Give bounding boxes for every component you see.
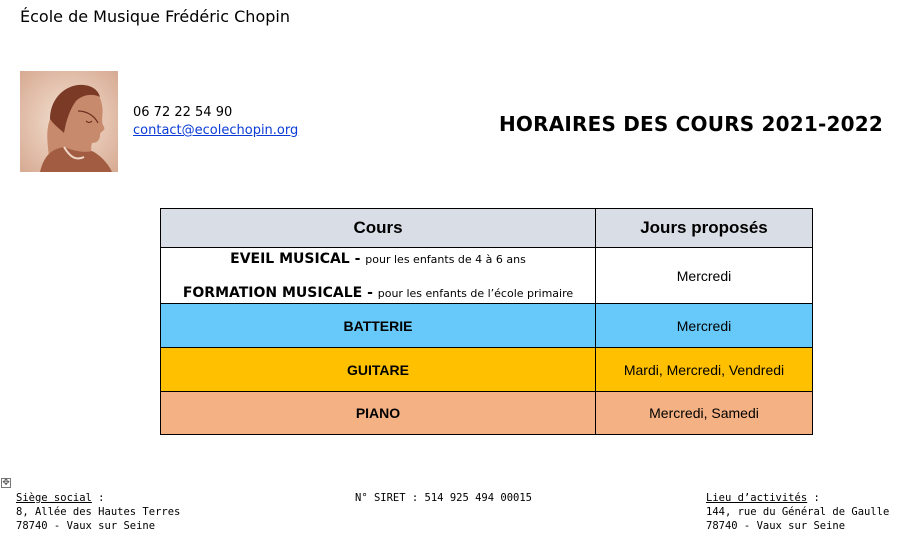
siege-social-colon: :	[91, 492, 105, 504]
header-cours: Cours	[161, 209, 596, 248]
course-cell-batterie: BATTERIE	[161, 304, 596, 348]
table-row	[161, 392, 813, 435]
course-cell-eveil-formation	[161, 248, 596, 304]
document-title: HORAIRES DES COURS 2021-2022	[498, 112, 883, 136]
footer-lieu-activites	[706, 491, 889, 533]
siege-address-line2: 78740 - Vaux sur Seine	[16, 520, 156, 532]
email-link[interactable]: contact@ecolechopin.org	[133, 123, 299, 138]
eveil-musical-note: pour les enfants de 4 à 6 ans	[365, 253, 526, 266]
eveil-musical-label: EVEIL MUSICAL -	[230, 251, 366, 267]
school-name: École de Musique Frédéric Chopin	[20, 7, 290, 26]
days-cell: Mercredi, Samedi	[596, 392, 813, 435]
phone-number: 06 72 22 54 90	[133, 105, 233, 120]
chopin-portrait-image	[20, 71, 118, 172]
siege-address-line1: 8, Allée des Hautes Terres	[16, 506, 181, 518]
table-header-row	[161, 209, 813, 248]
days-cell: Mardi, Mercredi, Vendredi	[596, 348, 813, 392]
table-row	[161, 348, 813, 392]
siege-social-label: Siège social	[16, 492, 92, 504]
footer-siege-social	[16, 491, 180, 533]
lieu-address-line2: 78740 - Vaux sur Seine	[706, 520, 846, 532]
lieu-activites-label: Lieu d’activités	[706, 492, 808, 504]
table-move-handle-icon[interactable]: ✥	[2, 478, 10, 488]
days-cell: Mercredi	[596, 248, 813, 304]
eveil-musical-line	[161, 251, 595, 268]
table-row	[161, 248, 813, 304]
course-cell-guitare: GUITARE	[161, 348, 596, 392]
days-cell: Mercredi	[596, 304, 813, 348]
footer-siret: N° SIRET : 514 925 494 00015	[355, 492, 533, 504]
lieu-address-line1: 144, rue du Général de Gaulle	[706, 506, 890, 518]
formation-musicale-label: FORMATION MUSICALE -	[182, 285, 378, 301]
formation-musicale-line	[161, 285, 595, 302]
header-jours: Jours proposés	[596, 209, 813, 248]
formation-musicale-note: pour les enfants de l’école primaire	[377, 287, 574, 300]
lieu-activites-colon: :	[807, 492, 820, 504]
schedule-table	[160, 208, 813, 435]
table-row	[161, 304, 813, 348]
course-cell-piano: PIANO	[161, 392, 596, 435]
contact-block	[133, 104, 298, 140]
